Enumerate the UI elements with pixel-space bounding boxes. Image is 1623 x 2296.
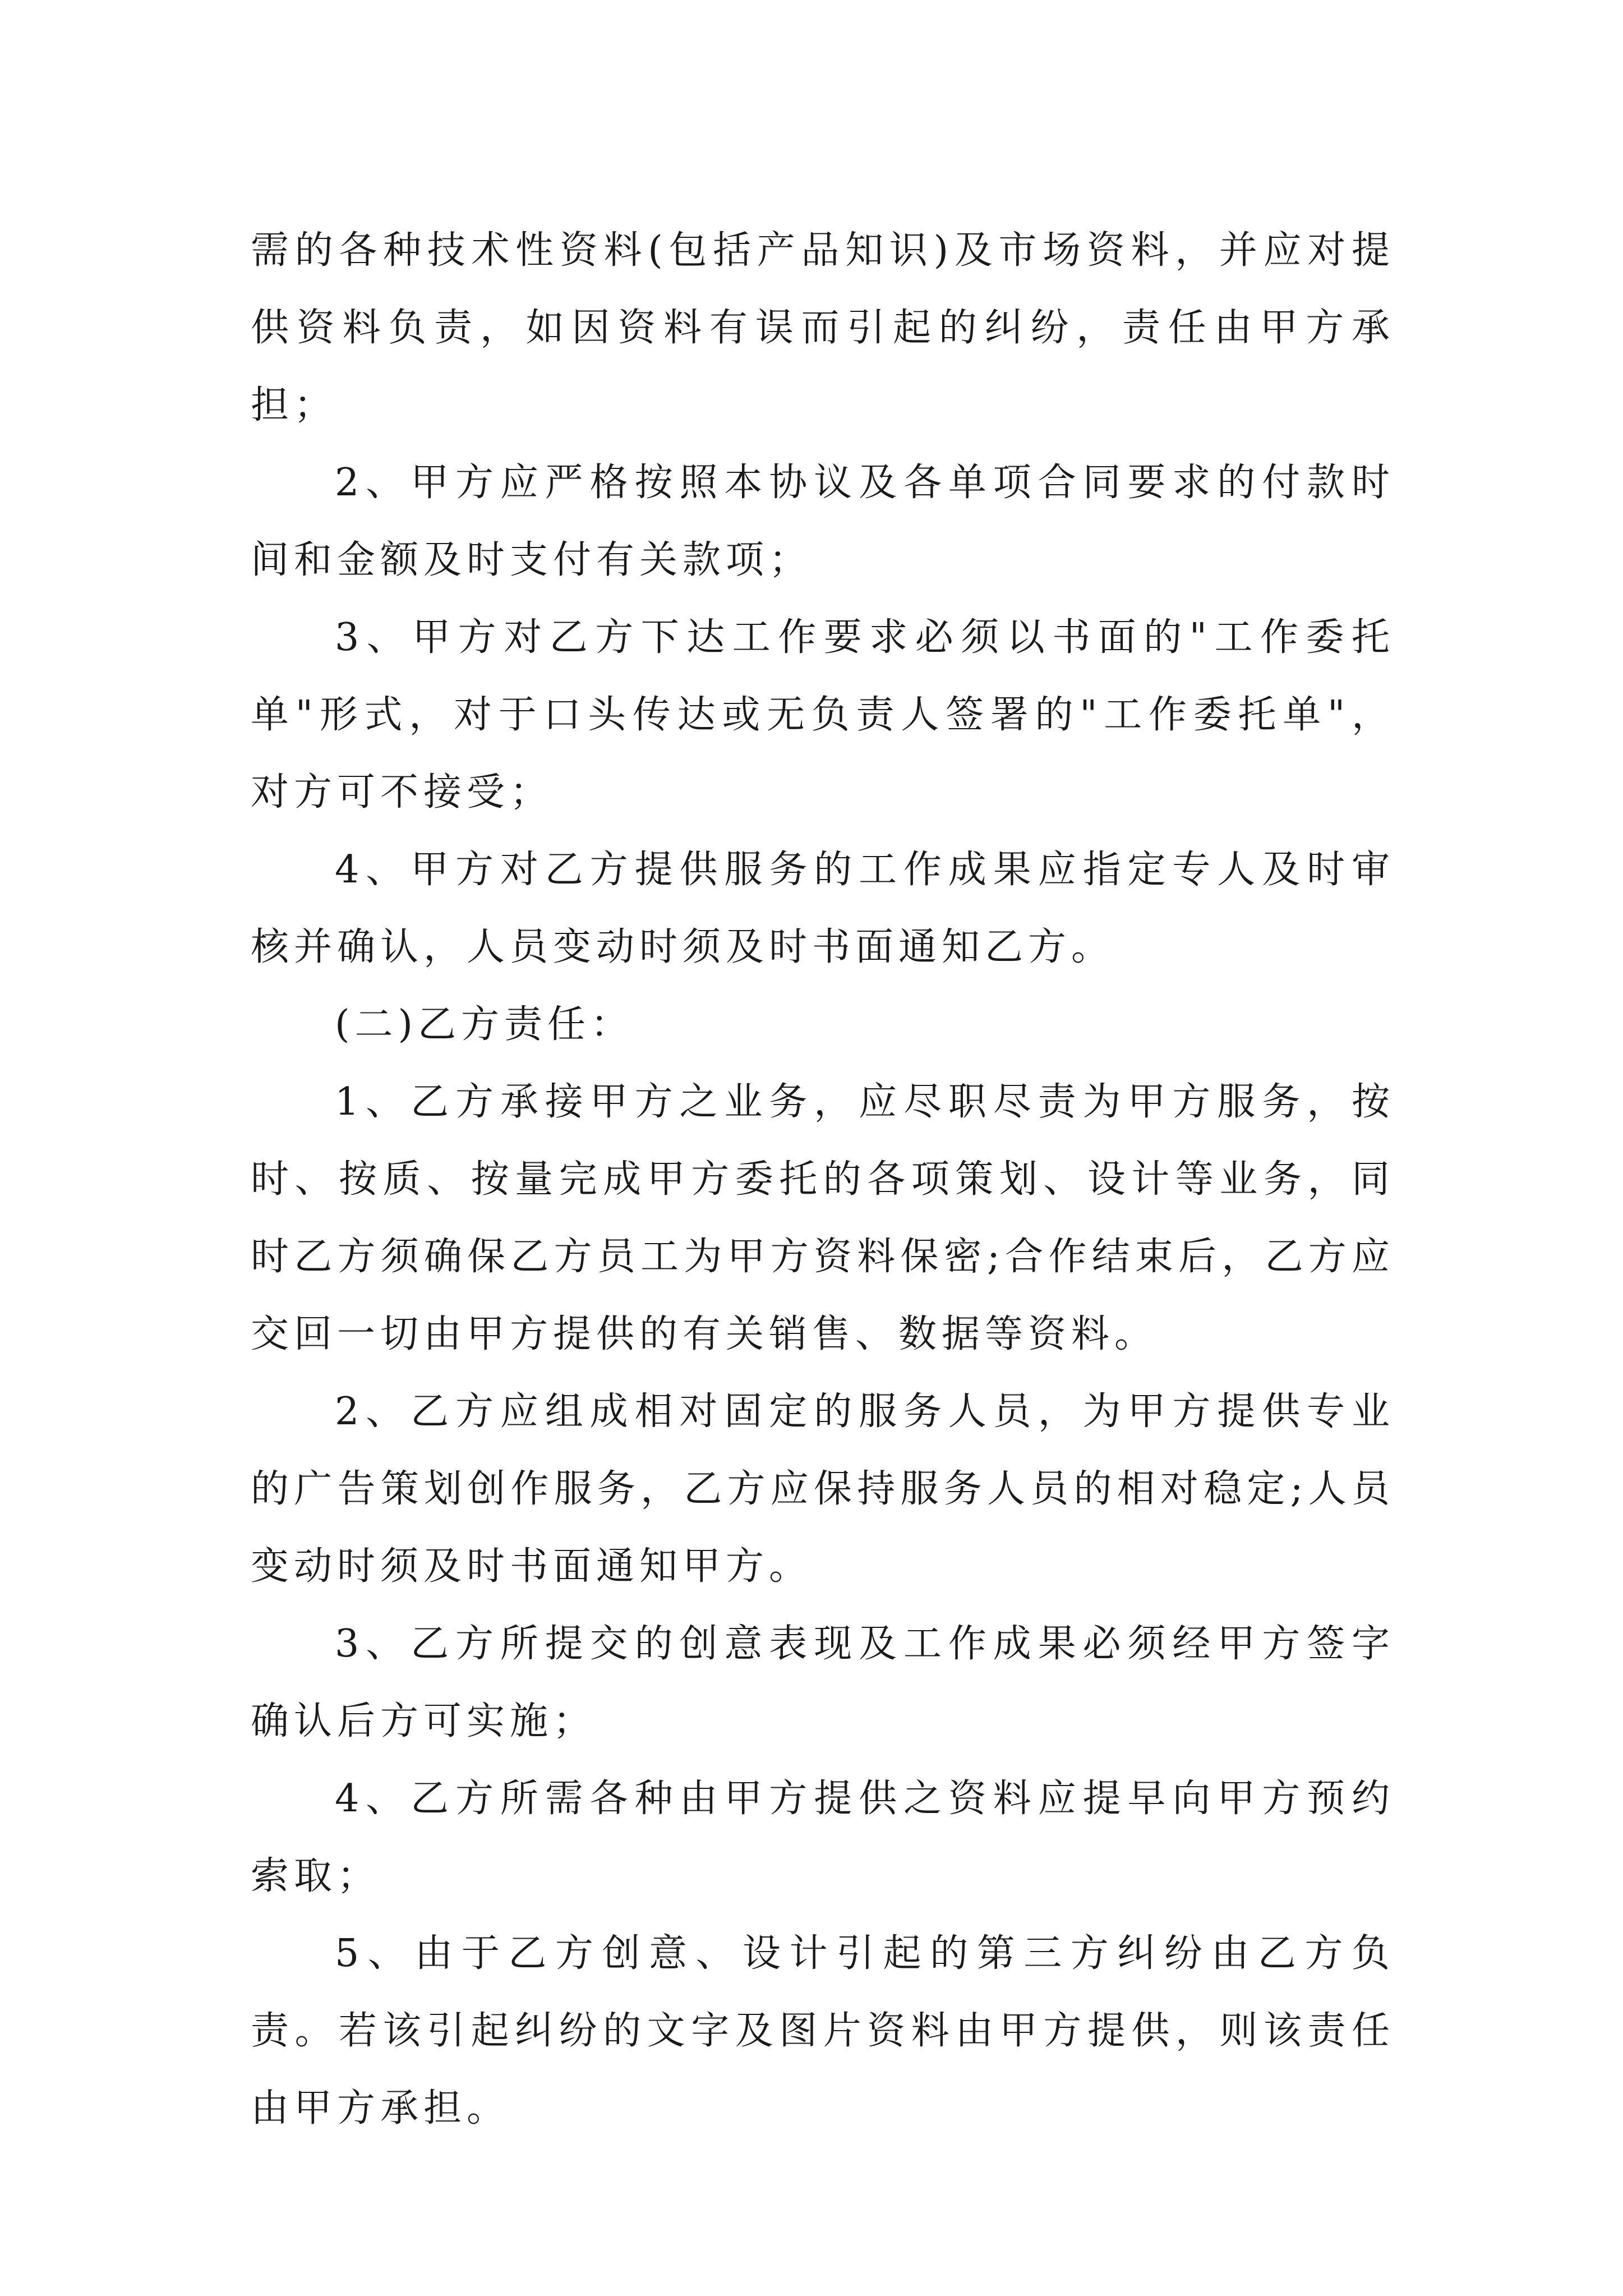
section-heading-party-b: (二)乙方责任： — [335, 1002, 634, 1047]
paragraph-party-a-item-3: 3、甲方对乙方下达工作要求必须以书面的"工作委托单"形式，对于口头传达或无负责人签署的"工作委托单"，对方可不接受； — [251, 615, 1395, 815]
paragraph-party-b-item-4: 4、乙方所需各种由甲方提供之资料应提早向甲方预约索取； — [251, 1777, 1395, 1898]
paragraph-party-b-item-2: 2、乙方应组成相对固定的服务人员，为甲方提供专业的广告策划创作服务，乙方应保持服务人员的相对稳定;人员变动时须及时书面通知甲方。 — [251, 1389, 1395, 1589]
paragraph-party-a-item-2: 2、甲方应严格按照本协议及各单项合同要求的付款时间和金额及时支付有关款项； — [251, 461, 1395, 582]
paragraph-party-a-materials: 需的各种技术性资料(包括产品知识)及市场资料，并应对提供资料负责，如因资料有误而引起的纠纷，责任由甲方承担； — [251, 228, 1395, 427]
paragraph-party-b-item-3: 3、乙方所提交的创意表现及工作成果必须经甲方签字确认后方可实施； — [251, 1622, 1395, 1743]
paragraph-party-b-item-1: 1、乙方承接甲方之业务，应尽职尽责为甲方服务，按时、按质、按量完成甲方委托的各项策划、设计等业务，同时乙方须确保乙方员工为甲方资料保密;合作结束后，乙方应交回一切由甲方提供的有关销售、数据等资料。 — [251, 1080, 1395, 1356]
paragraph-party-a-item-4: 4、甲方对乙方提供服务的工作成果应指定专人及时审核并确认，人员变动时须及时书面通知乙方。 — [251, 848, 1395, 969]
paragraph-party-b-item-5: 5、由于乙方创意、设计引起的第三方纠纷由乙方负责。若该引起纠纷的文字及图片资料由甲方提供，则该责任由甲方承担。 — [251, 1931, 1395, 2131]
document-body — [251, 212, 1395, 2147]
